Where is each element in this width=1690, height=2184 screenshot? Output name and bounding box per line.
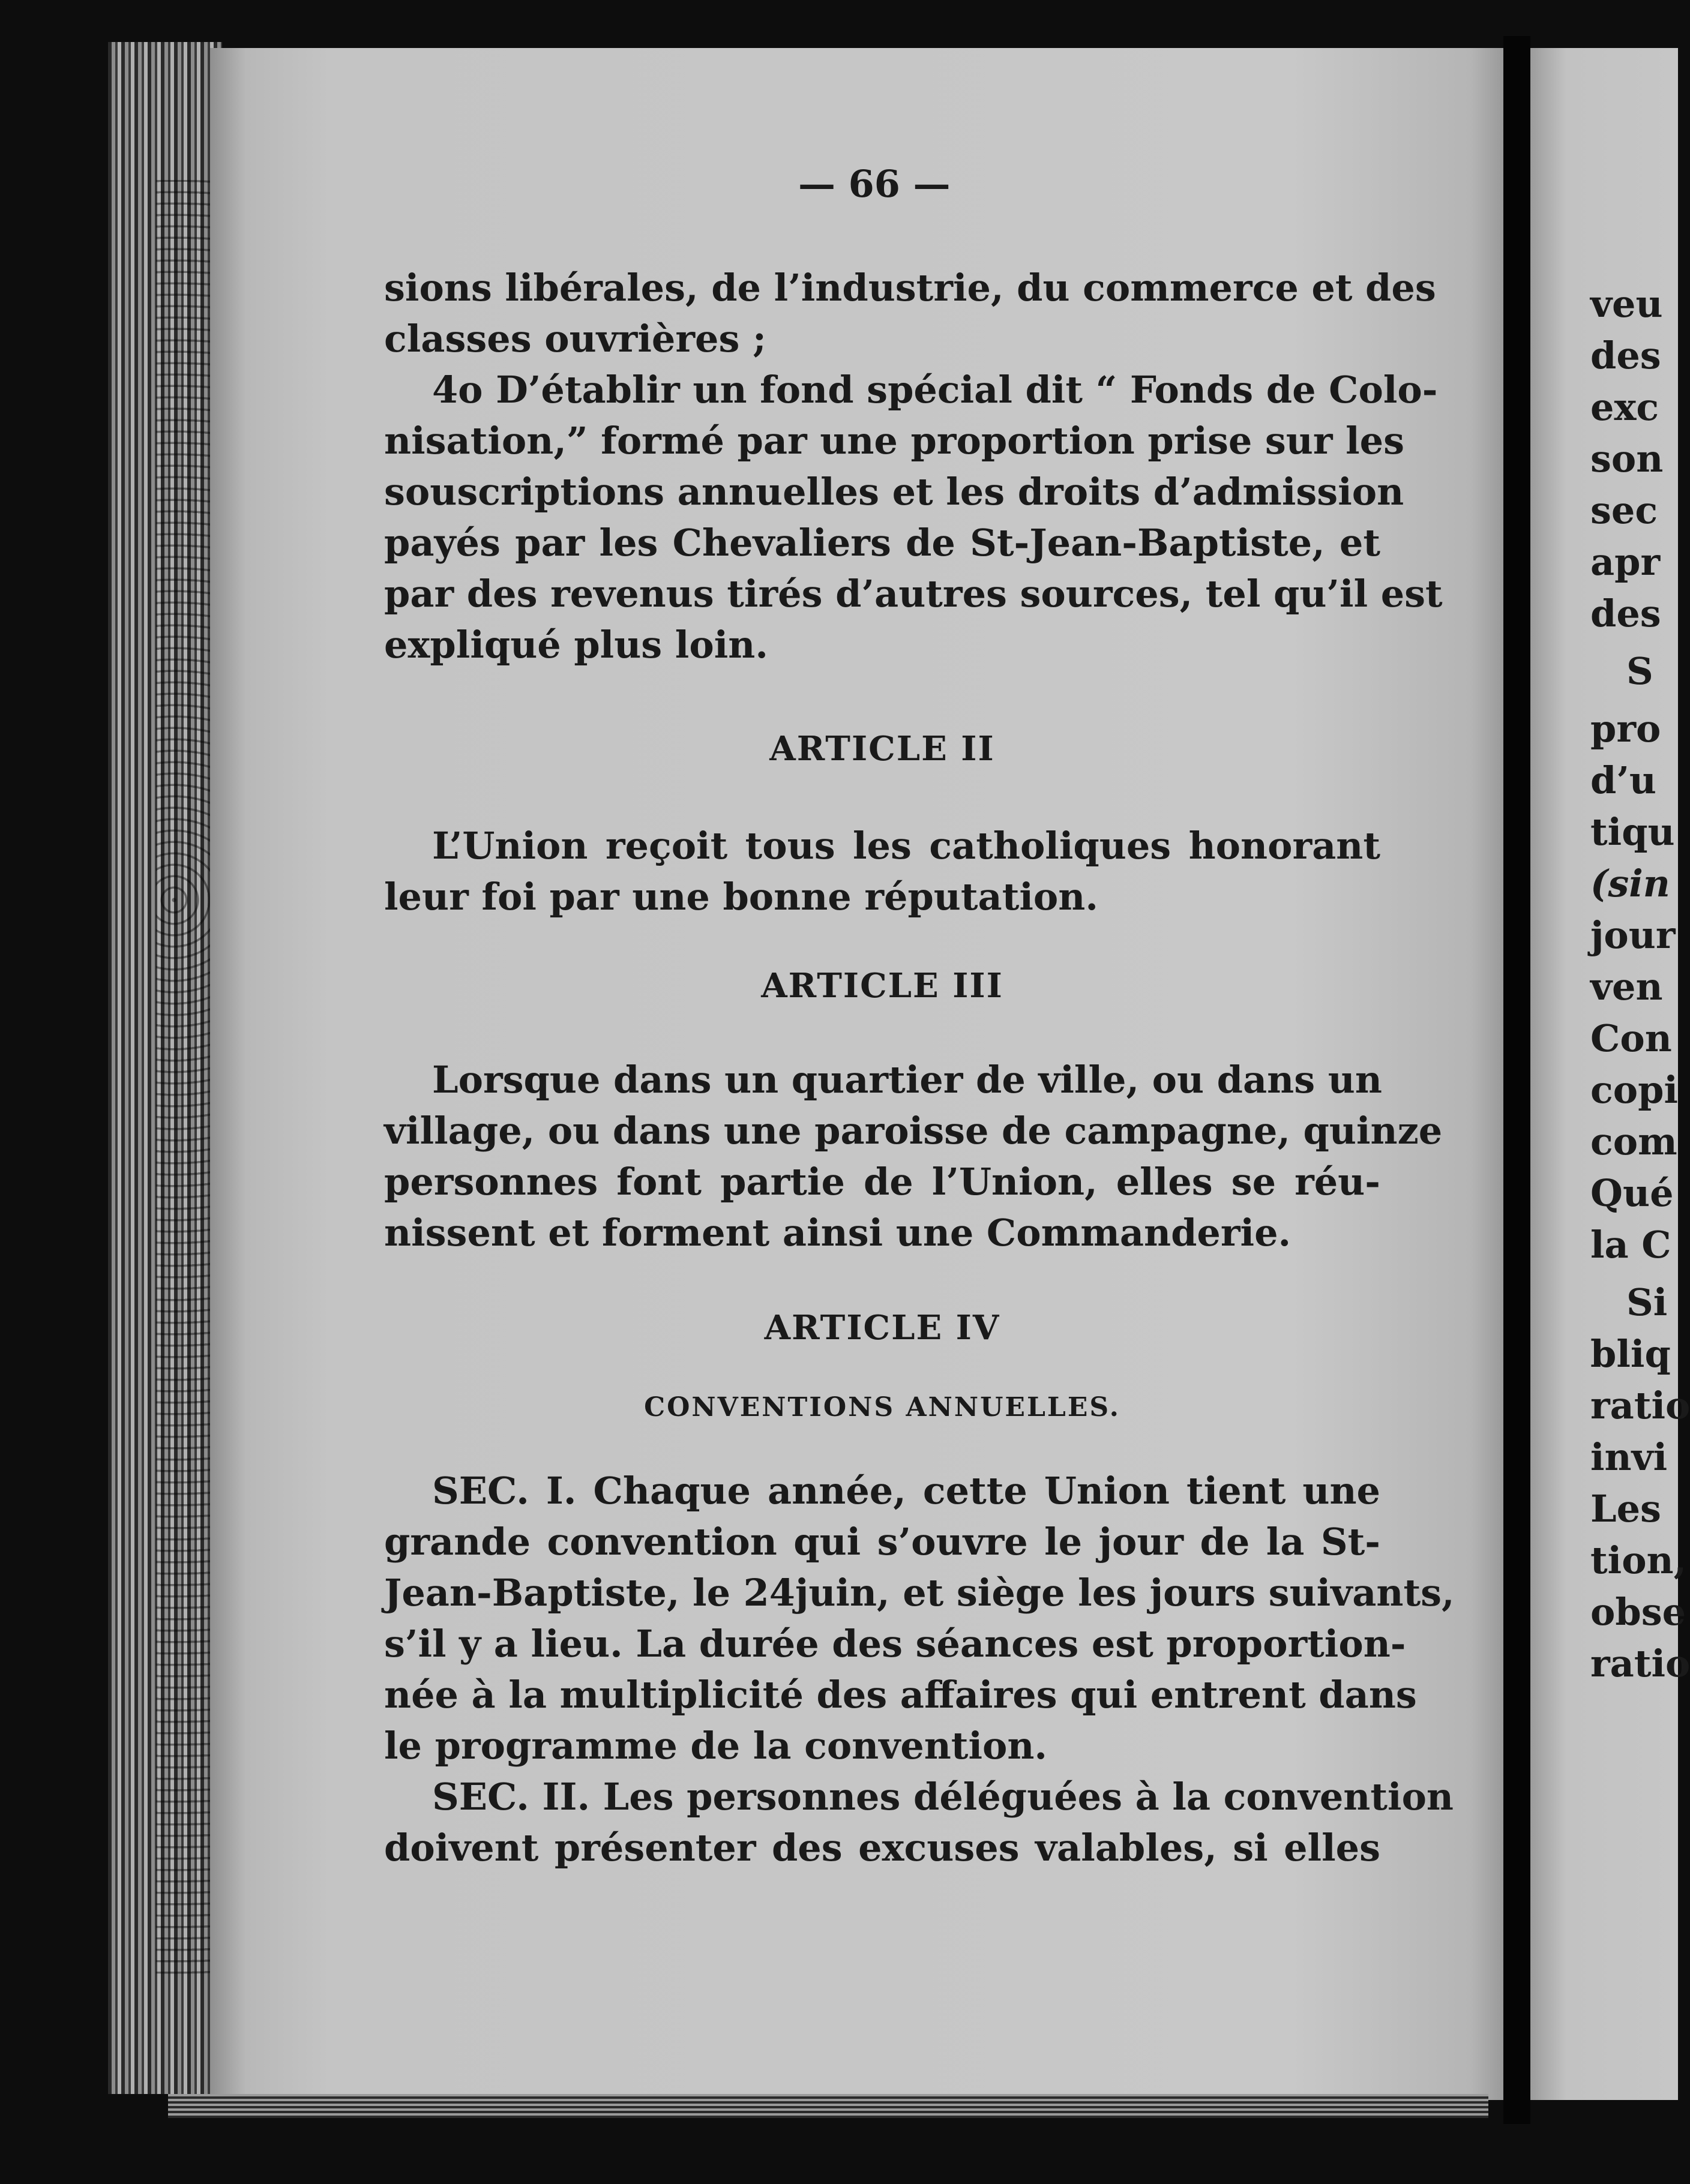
right-page-partial: [1530, 48, 1690, 2100]
article-4-heading: ARTICLE IV: [764, 1308, 1000, 1348]
text-line: classes ouvrières ;: [384, 317, 766, 361]
text-line: Lorsque dans un quartier de ville, ou dans un: [432, 1058, 1382, 1102]
right-page-fragment: jour: [1590, 913, 1676, 957]
right-page-fragment: com: [1590, 1120, 1677, 1163]
text-line: L’Union reçoit tous les catholiques honorant: [432, 824, 1380, 868]
right-page-fragment: des: [1590, 334, 1661, 377]
right-page-fragment: exc: [1590, 385, 1659, 429]
right-page-fragment: S: [1626, 649, 1653, 693]
text-line: par des revenus tirés d’autres sources, tel qu’il est: [384, 572, 1443, 616]
right-page-fragment: Con: [1590, 1016, 1672, 1060]
right-page-fragment: la C: [1590, 1223, 1671, 1267]
page-edge-speckle: [156, 180, 216, 1980]
right-page-fragment: son: [1590, 437, 1664, 481]
right-page-fragment: pro: [1590, 707, 1661, 751]
page-bottom-edges: [168, 2094, 1488, 2118]
right-page-fragment: Qué: [1590, 1171, 1674, 1215]
text-line: doivent présenter des excuses valables, si elles: [384, 1826, 1380, 1870]
text-line: SEC. I. Chaque année, cette Union tient une: [432, 1469, 1380, 1513]
text-line: payés par les Chevaliers de St-Jean-Baptiste, et: [384, 521, 1380, 565]
text-line: le programme de la convention.: [384, 1724, 1048, 1768]
right-page-fragment: obse: [1590, 1590, 1686, 1634]
article-2-heading: ARTICLE II: [769, 729, 995, 769]
text-line: souscriptions annuelles et les droits d’admission: [384, 470, 1404, 514]
right-page-fragment: apr: [1590, 540, 1661, 584]
book-gutter: [1503, 36, 1530, 2124]
right-page-fragment: ven: [1590, 965, 1663, 1009]
right-page-fragment: Si: [1626, 1280, 1668, 1324]
text-line: SEC. II. Les personnes déléguées à la convention: [432, 1775, 1454, 1819]
right-page-fragment: ratio: [1590, 1384, 1690, 1427]
right-page-fragment: Les: [1590, 1487, 1661, 1531]
text-line: née à la multiplicité des affaires qui entrent dans: [384, 1673, 1417, 1717]
text-line: personnes font partie de l’Union, elles se réu-: [384, 1160, 1380, 1204]
right-page-fragment: tion,: [1590, 1538, 1687, 1582]
right-page-fragment: des: [1590, 592, 1661, 635]
text-line: nissent et forment ainsi une Commanderie.: [384, 1211, 1292, 1255]
text-line: expliqué plus loin.: [384, 623, 768, 667]
right-page-fragment: tiqu: [1590, 810, 1675, 854]
right-page-fragment: (sin: [1590, 862, 1670, 905]
right-page-fragment: veu: [1590, 282, 1663, 326]
article-4-subheading: CONVENTIONS ANNUELLES.: [644, 1392, 1120, 1423]
text-line: grande convention qui s’ouvre le jour de la St-: [384, 1520, 1380, 1564]
text-line: 4o D’établir un fond spécial dit “ Fonds de Colo-: [432, 368, 1438, 412]
text-line: Jean-Baptiste, le 24juin, et siège les jours suivants,: [384, 1571, 1455, 1615]
page-number: — 66 —: [798, 162, 951, 206]
text-line: village, ou dans une paroisse de campagne, quinze: [384, 1109, 1443, 1153]
article-3-heading: ARTICLE III: [761, 966, 1003, 1006]
text-line: leur foi par une bonne réputation.: [384, 875, 1098, 919]
right-page-fragment: bliq: [1590, 1332, 1671, 1376]
right-page-fragment: copi: [1590, 1068, 1679, 1112]
right-page-fragment: ratio: [1590, 1642, 1690, 1685]
text-line: nisation,” formé par une proportion prise sur les: [384, 419, 1405, 463]
right-page-fragment: d’u: [1590, 758, 1657, 802]
text-line: s’il y a lieu. La durée des séances est proportion-: [384, 1622, 1406, 1666]
text-line: sions libérales, de l’industrie, du commerce et des: [384, 266, 1436, 310]
right-page-fragment: sec: [1590, 488, 1658, 532]
right-page-fragment: invi: [1590, 1435, 1668, 1479]
